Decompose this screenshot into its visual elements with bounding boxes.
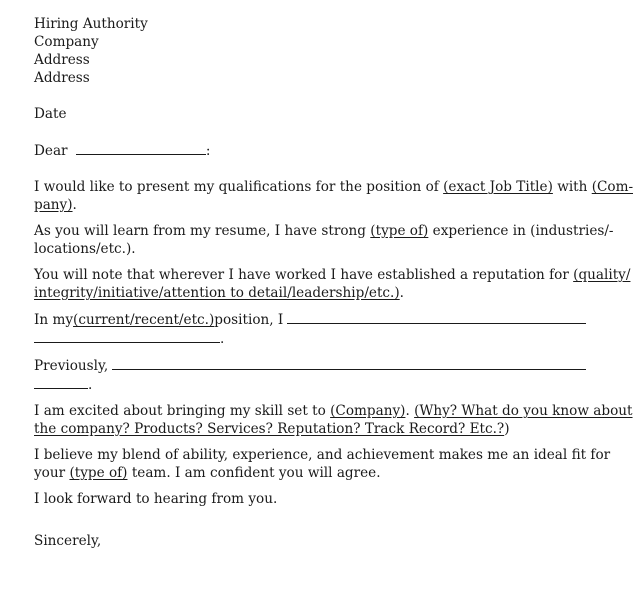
p2-text-b: experience in (industries/- (428, 223, 614, 239)
cover-letter (34, 15, 633, 550)
paragraph-reputation (34, 266, 631, 302)
p2-text-c: locations/etc.). (34, 241, 136, 257)
p6-text-b: . (405, 403, 415, 419)
previously-blank-cont (34, 375, 88, 389)
p3-text-a: You will note that wherever I have worked I have established a reputation for (34, 267, 574, 283)
p1-company-part2: pany) (34, 197, 73, 213)
paragraph-position (34, 178, 633, 214)
p4-text-a: In my (34, 312, 74, 328)
current-position-blank (287, 310, 586, 324)
paragraph-current-position (34, 310, 586, 348)
p5-text-a: Previously, (34, 358, 109, 374)
salutation-colon: : (205, 143, 211, 159)
address-line-2: Address (34, 70, 90, 86)
p7-type-of: (type of) (69, 465, 128, 481)
paragraph-previously (34, 356, 586, 394)
p1-text-b: with (552, 179, 592, 195)
p6-why-part2: the company? Products? Services? Reputation? Track Record? Etc.? (34, 421, 505, 437)
p2-type-of: (type of) (370, 223, 429, 239)
recipient-block (34, 15, 586, 87)
p4-position-type: (current/recent/etc.) (73, 312, 215, 328)
p4-text-b: position, I (214, 312, 284, 328)
p6-company: (Company) (330, 403, 406, 419)
closing-sincerely: Sincerely, (34, 533, 102, 549)
recipient-blank (76, 141, 206, 155)
p5-period: . (88, 377, 93, 393)
salutation (34, 141, 586, 160)
paragraph-look-forward: I look forward to hearing from you. (34, 491, 278, 507)
address-line-1: Address (34, 52, 90, 68)
p7-text-a: I believe my blend of ability, experience, and achievement makes me an ideal fit for (34, 447, 611, 463)
company: Company (34, 34, 99, 50)
p1-job-title: (exact Job Title) (443, 179, 553, 195)
p4-period: . (220, 331, 225, 347)
p3-qualities-part2: integrity/initiative/attention to detail/leadership/etc.) (34, 285, 400, 301)
dear-label: Dear (34, 143, 68, 159)
p2-text-a: As you will learn from my resume, I have strong (34, 223, 371, 239)
previously-blank (112, 356, 586, 370)
p7-text-c: team. I am confident you will agree. (127, 465, 381, 481)
current-position-blank-cont (34, 329, 220, 343)
p6-text-a: I am excited about bringing my skill set to (34, 403, 331, 419)
paragraph-experience (34, 222, 614, 258)
p6-close-paren: ) (504, 421, 510, 437)
p1-company-part1: (Com- (591, 179, 633, 195)
date: Date (34, 106, 67, 122)
p1-text-a: I would like to present my qualifications for the position of (34, 179, 444, 195)
p7-text-b: your (34, 465, 70, 481)
hiring-authority: Hiring Authority (34, 16, 148, 32)
p3-qualities-part1: (quality/ (573, 267, 631, 283)
p3-period: . (399, 285, 404, 301)
paragraph-ideal-fit (34, 446, 611, 482)
p1-period: . (72, 197, 77, 213)
paragraph-excited (34, 402, 633, 438)
p6-why-part1: (Why? What do you know about (414, 403, 633, 419)
